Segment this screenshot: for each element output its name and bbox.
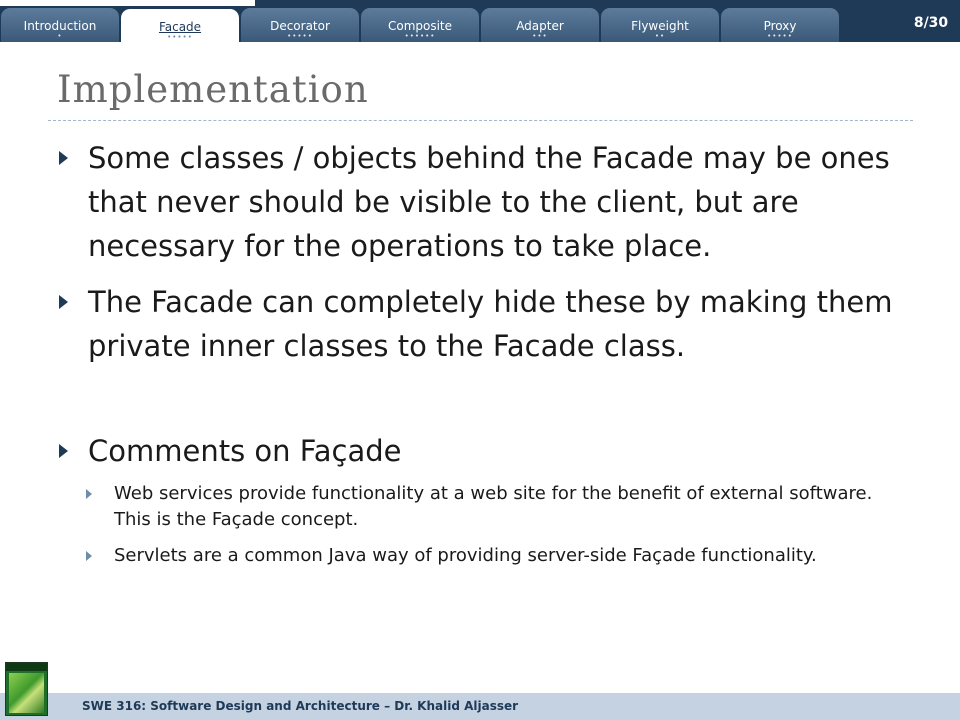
bullet-item [88,280,908,368]
title-divider [48,120,913,121]
tab-proxy[interactable] [721,8,839,42]
tab-label: Flyweight [631,19,689,33]
footer-text: SWE 316: Software Design and Architecture – Dr. Khalid Aljasser [82,699,519,713]
triangle-bullet-icon [86,551,92,561]
triangle-bullet-icon [59,295,68,309]
tab-label: Facade [158,20,202,34]
tab-decorator[interactable] [241,8,359,42]
tab-label: Decorator [270,19,330,33]
progress-strip [0,0,255,6]
book-band [6,663,48,671]
sub-bullet-text: Web services provide functionality at a web site for the benefit of external software. This is the Façade concept. [114,483,873,530]
bullet-item [88,429,908,473]
tab-dots: •• [654,32,666,40]
bullet-text: The Facade can completely hide these by making them private inner classes to the Facade class. [88,285,893,363]
slide-title: Implementation [57,68,369,111]
sub-bullet-item [114,481,904,533]
triangle-bullet-icon [86,489,92,499]
triangle-bullet-icon [59,151,68,165]
tab-dots: •••••• [404,32,436,40]
bullet-text: Comments on Façade [88,434,402,468]
tab-flyweight[interactable] [601,8,719,42]
tab-dots: ••••• [287,32,313,40]
tab-facade[interactable] [121,9,239,42]
bullet-item [88,136,908,268]
tab-dots: • [57,32,63,40]
book-cover-icon [5,662,48,716]
tab-label: Adapter [516,19,564,33]
tab-label: Introduction [23,19,97,33]
tab-label: Composite [387,19,453,33]
sub-bullet-item [114,543,904,569]
tab-introduction[interactable] [1,8,119,42]
page-indicator: 8/30 [912,11,950,35]
triangle-bullet-icon [59,444,68,458]
tab-composite[interactable] [361,8,479,42]
bullet-text: Some classes / objects behind the Facade may be ones that never should be visible to the client, but are necessary for the operations to take place. [88,141,890,263]
sub-bullet-text: Servlets are a common Java way of providing server-side Façade functionality. [114,545,817,566]
tab-dots: ••••• [167,33,193,41]
tab-label: Proxy [763,19,797,33]
book-cover-image [9,673,44,713]
tab-dots: ••••• [767,32,793,40]
tab-adapter[interactable] [481,8,599,42]
tab-dots: ••• [532,32,548,40]
